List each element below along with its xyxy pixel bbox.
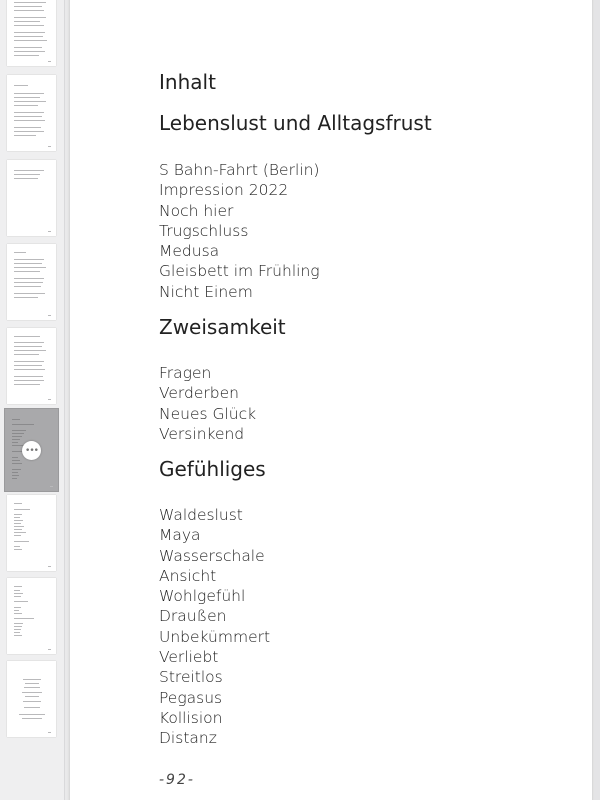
toc-entry: Verliebt xyxy=(159,648,219,667)
thumbnail-sidebar[interactable] xyxy=(0,0,65,800)
toc-entry: Versinkend xyxy=(159,424,245,443)
section-entries xyxy=(159,160,320,302)
toc-entry: Wohlgefühl xyxy=(159,587,246,606)
page-thumbnail[interactable] xyxy=(7,328,56,404)
toc-entry: Trugschluss xyxy=(159,221,249,240)
page-thumbnail[interactable] xyxy=(7,160,56,236)
page-title: Inhalt xyxy=(159,70,216,94)
toc-entry: Medusa xyxy=(159,242,220,261)
section-entries xyxy=(159,505,270,749)
toc-entry: Draußen xyxy=(159,607,227,626)
page-thumbnail[interactable] xyxy=(7,661,56,737)
page-viewport[interactable] xyxy=(64,0,600,800)
document-page xyxy=(70,0,592,800)
toc-entry: Pegasus xyxy=(159,688,223,707)
toc-entry: S Bahn-Fahrt (Berlin) xyxy=(159,161,320,179)
toc-entry: Verderben xyxy=(159,384,239,403)
toc-entry: Gleisbett im Frühling xyxy=(159,262,320,281)
toc-entry: Fragen xyxy=(159,364,212,382)
section-heading: Gefühliges xyxy=(159,457,266,481)
page-number: -92- xyxy=(159,772,195,788)
ellipsis-icon: ••• xyxy=(25,445,38,456)
section-heading: Zweisamkeit xyxy=(159,315,286,339)
page-thumbnail[interactable] xyxy=(7,75,56,151)
toc-entry: Nicht Einem xyxy=(159,282,253,301)
page-thumbnail[interactable] xyxy=(7,0,56,66)
toc-entry: Neues Glück xyxy=(159,404,257,423)
toc-entry: Streitlos xyxy=(159,668,223,687)
page-thumbnail[interactable] xyxy=(7,578,56,654)
page-thumbnail[interactable] xyxy=(7,244,56,320)
page-thumbnail[interactable] xyxy=(7,495,56,571)
section-entries xyxy=(159,363,256,444)
toc-entry: Noch hier xyxy=(159,201,234,220)
toc-entry: Unbekümmert xyxy=(159,627,271,646)
toc-entry: Waldeslust xyxy=(159,506,243,524)
toc-entry: Impression 2022 xyxy=(159,181,289,200)
scrollbar-track[interactable] xyxy=(594,0,600,800)
toc-entry: Maya xyxy=(159,526,201,545)
section-heading: Lebenslust und Alltagsfrust xyxy=(159,111,432,135)
toc-entry: Ansicht xyxy=(159,566,217,585)
more-options-button[interactable] xyxy=(22,441,41,460)
toc-entry: Wasserschale xyxy=(159,546,265,565)
toc-entry: Kollision xyxy=(159,708,223,727)
toc-entry: Distanz xyxy=(159,729,217,748)
